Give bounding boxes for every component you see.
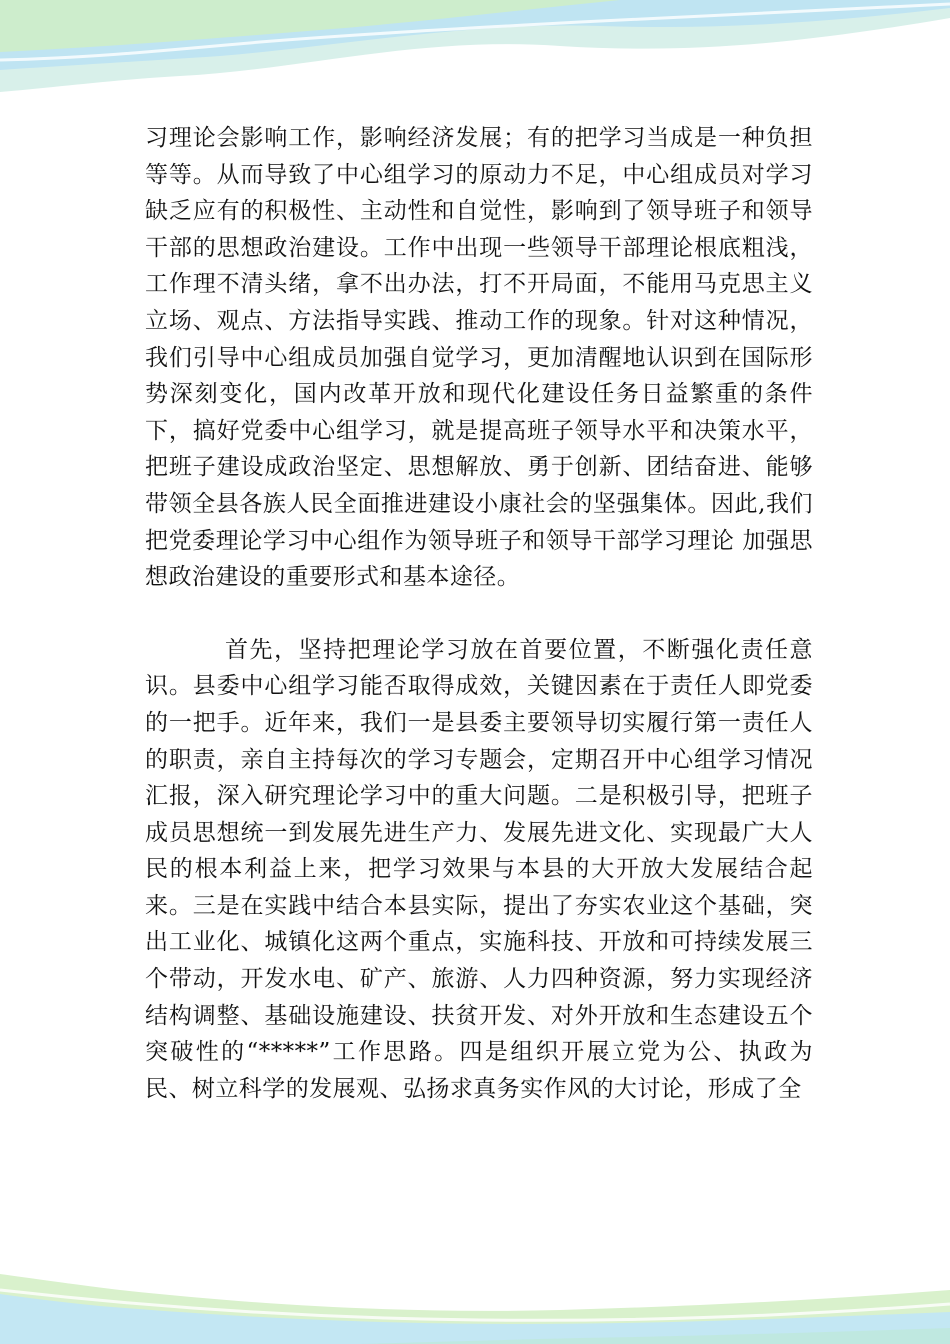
- paragraph-1: 习理论会影响工作，影响经济发展；有的把学习当成是一种负担等等。从而导致了中心组学习的原动力不足，中心组成员对学习缺乏应有的积极性、主动性和自觉性，影响到了领导班子和领导干部的思想政治建设。工作中出现一些领导干部理论根底粗浅，工作理不清头绪，拿不出办法，打不开局面，不能用马克思主义立场、观点、方法指导实践、推动工作的现象。针对这种情况，我们引导中心组成员加强自觉学习，更加清醒地认识到在国际形势深刻变化，国内改革开放和现代化建设任务日益繁重的条件下，搞好党委中心组学习，就是提高班子领导水平和决策水平，把班子建设成政治坚定、思想解放、勇于创新、团结奋进、能够带领全县各族人民全面推进建设小康社会的坚强集体。因此,我们把党委理论学习中心组作为领导班子和领导干部学习理论 加强思想政治建设的重要形式和基本途径。: [145, 125, 813, 591]
- paragraph-2: 首先，坚持把理论学习放在首要位置，不断强化责任意识。县委中心组学习能否取得成效，关键因素在于责任人即党委的一把手。近年来，我们一是县委主要领导切实履行第一责任人的职责，亲自主持每次的学习专题会，定期召开中心组学习情况汇报，深入研究理论学习中的重大问题。二是积极引导，把班子成员思想统一到发展先进生产力、发展先进文化、实现最广大人民的根本利益上来，把学习效果与本县的大开放大发展结合起来。三是在实践中结合本县实际，提出了夯实农业这个基础，突出工业化、城镇化这两个重点，实施科技、开放和可持续发展三个带动，开发水电、矿产、旅游、人力四种资源，努力实现经济结构调整、基础设施建设、扶贫开发、对外开放和生态建设五个突破性的“*****”工作思路。四是组织开展立党为公、执政为民、树立科学的发展观、弘扬求真务实作风的大讨论，形成了全: [145, 636, 813, 1102]
- document-body: [145, 120, 813, 1107]
- bottom-wave-decoration: [0, 1194, 950, 1344]
- top-wave-decoration: [0, 0, 950, 110]
